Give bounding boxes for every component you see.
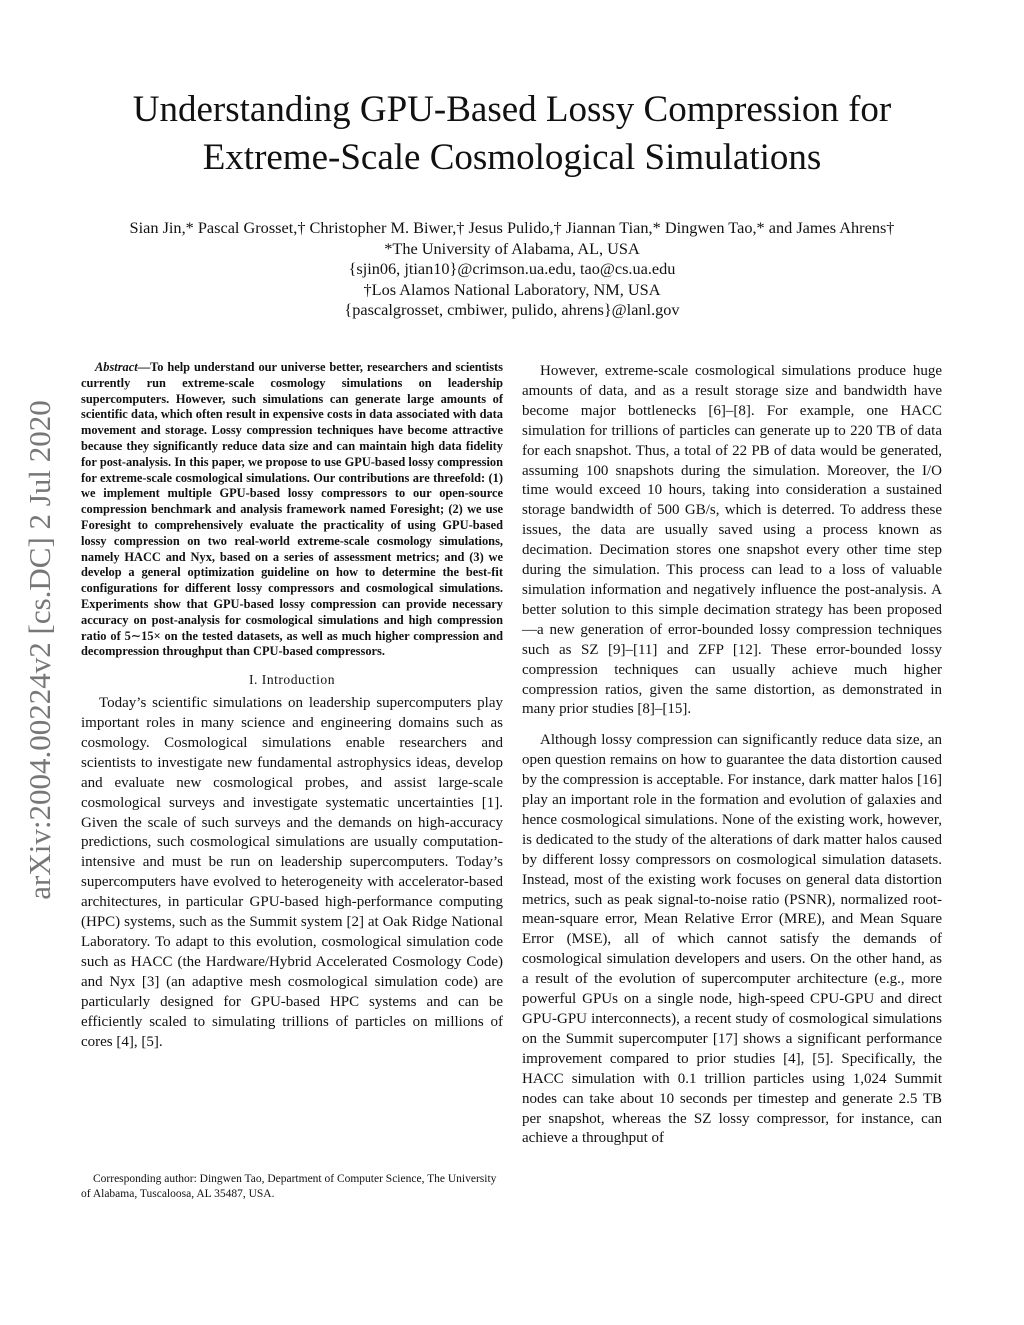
affiliation-alabama: *The University of Alabama, AL, USA [384,238,640,258]
abstract-label: Abstract [95,360,138,374]
section-heading-introduction: I. Introduction [248,672,336,688]
left-column [81,360,503,1052]
intro-paragraph-2: However, extreme-scale cosmological simulations produce huge amounts of data, and as a result storage size and bandwidth have become major bottlenecks [6]–[8]. For example, one HACC simulation for trillions of particles can generate up to 220 TB of data for each snapshot. Thus, a total of 22 PB of data would be generated, assuming 100 snapshots during the simulation. Moreover, the I/O time would exceed 10 hours, taking into consideration a sustained storage bandwidth of 500 GB/s, which is deterred. To address these issues, the data are usually saved using a process known as decimation. Decimation stores one snapshot every other time step during the simulation. This process can lead to a loss of valuable simulation information and negatively influence the post-analysis. A better solution to this simple decimation strategy has been proposed—a new generation of error-bounded lossy compression techniques such as SZ [9]–[11] and ZFP [12]. These error-bounded lossy compression techniques can usually achieve much higher compression ratios, given the same distortion, as demonstrated in many prior studies [8]–[15]. [522,363,942,718]
corresponding-author-note: Corresponding author: Dingwen Tao, Department of Computer Science, The University of Alabama, Tuscaloosa, AL 35487, USA. [81,1173,497,1200]
affiliation-lanl: †Los Alamos National Laboratory, NM, USA [363,279,661,299]
author-block [0,218,1024,321]
intro-paragraph-1: Today’s scientific simulations on leadership supercomputers play important roles in many science and engineering domains such as cosmology. Cosmological simulations enable researchers and scientists to investigate new fundamental astrophysics ideas, develop and evaluate new cosmological probes, and assist large-scale cosmological surveys and investigate systematic uncertainties [1]. Given the scale of such surveys and the demands on high-accuracy predictions, such cosmological simulations are usually computation-intensive and must be run on leadership supercomputers. Today’s supercomputers have evolved to heterogeneity with accelerator-based architectures, in particular GPU-based high-performance computing (HPC) systems, such as the Summit system [2] at Oak Ridge National Laboratory. To adapt to this evolution, cosmological simulation code such as HACC (the Hardware/Hybrid Accelerated Cosmology Code) and Nyx [3] (an adaptive mesh cosmological simulation code) are particularly designed for GPU-based HPC systems and can be efficiently scaled to simulating trillions of particles on millions of cores [4], [5]. [81,695,503,1050]
title-line-1: Understanding GPU-Based Lossy Compression for [132,89,892,130]
abstract-text: —To help understand our universe better, researchers and scientists currently run extreme-scale cosmology simulations on leadership supercomputers. However, such simulations can generate large amounts of scientific data, which often result in expensive costs in data associated with data movement and storage. Lossy compression techniques have become attractive because they significantly reduce data size and can maintain high data fidelity for post-analysis. In this paper, we propose to use GPU-based lossy compression for extreme-scale cosmological simulations. Our contributions are threefold: (1) we implement multiple GPU-based lossy compressors to our open-source compression benchmark and analysis framework named Foresight; (2) we use Foresight to comprehensively evaluate the practicality of using GPU-based lossy compression on two real-world extreme-scale cosmology simulations, namely HACC and Nyx, based on a series of assessment metrics; and (3) we develop a general optimization guideline on how to determine the best-fit configurations for different lossy compressors and cosmological simulations. Experiments show that GPU-based lossy compression can provide necessary accuracy on post-analysis for cosmological simulations and high compression ratio of 5∼15× on the tested datasets, as well as much higher compression and decompression throughput than CPU-based compressors. [81,360,503,659]
emails-alabama: {sjin06, jtian10}@crimson.ua.edu, tao@cs.ua.edu [348,259,676,278]
right-column [522,360,942,1149]
intro-paragraph-3: Although lossy compression can significantly reduce data size, an open question remains on how to guarantee the data distortion caused by the compression is acceptable. For instance, dark matter halos [16] play an important role in the formation and evolution of galaxies and hence cosmological simulations. None of the existing work, however, is dedicated to the study of the alterations of dark matter halos caused by different lossy compressors on cosmological simulation datasets. Instead, most of the existing work focuses on general data distortion metrics, such as peak signal-to-noise ratio (PSNR), normalized root-mean-square error, Mean Relative Error (MRE), and Mean Square Error (MSE), all of which cannot satisfy the demands of cosmological simulation developers and users. On the other hand, as a result of the evolution of supercomputer architecture (e.g., more powerful GPUs on a single node, high-speed CPU-GPU and direct GPU-GPU interconnects), a recent study of cosmological simulations on the Summit supercomputer [17] shows a significant performance improvement compared to prior studies [4], [5]. Specifically, the HACC simulation with 0.1 trillion particles using 1,024 Summit nodes can take about 10 seconds per timestep and generate 2.5 TB per snapshot, whereas the SZ lossy compressor, for instance, can achieve a throughput of [522,732,942,1147]
arxiv-identifier: arXiv:2004.00224v2 [cs.DC] 2 Jul 2020 [22,400,57,900]
paper-title [0,86,1024,182]
emails-lanl: {pascalgrosset, cmbiwer, pulido, ahrens}@lanl.gov [344,300,680,319]
title-line-2: Extreme-Scale Cosmological Simulations [202,137,822,178]
author-names: Sian Jin,* Pascal Grosset,† Christopher M. Biwer,† Jesus Pulido,† Jiannan Tian,* Dingwen Tao,* and James Ahrens† [129,218,895,237]
footnote [81,1172,503,1201]
abstract [81,360,503,660]
